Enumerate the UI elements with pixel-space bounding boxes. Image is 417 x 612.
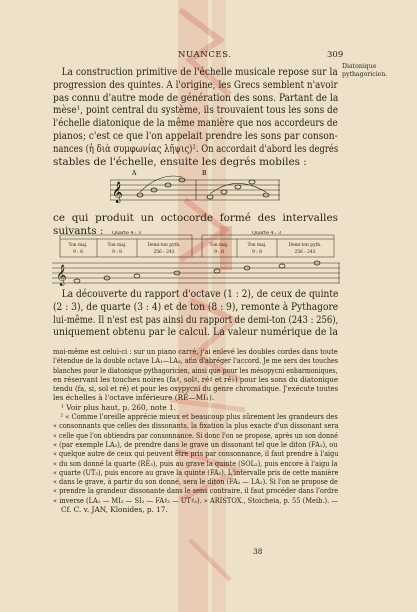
paragraph-line: nances (ἡ διὰ συμφωνίας λῆψις)². On accordait d'abord les degrés <box>53 142 339 155</box>
interval-ratio: 9 : 8 <box>214 250 224 255</box>
paragraph-line: (2 : 3), de quarte (3 : 4) et de ton (8 : 9), remonte à Pythagore <box>53 300 339 313</box>
octochord-diagram <box>52 231 340 291</box>
page-number: 309 <box>327 50 344 60</box>
margin-note-line: Diatonique <box>342 63 377 70</box>
paragraph-line: pas connu d'autre mode de génération des sons. Partant de la <box>53 91 339 104</box>
paragraph-line: progression des quintes. A l'origine, les Grecs semblent n'avoir <box>53 78 338 91</box>
interval-ratio: 9 : 8 <box>252 250 262 255</box>
label-b: B <box>202 170 207 177</box>
footnote-line: moi-même est celui-ci : sur un piano carré, j'ai enlevé les doubles cordes dans toute <box>53 347 338 356</box>
footnote-line: blanches pour le diatonique pythagoricien, ainsi que pour les mésopycni enharmoniques, <box>53 365 338 375</box>
interval-name: Ton maj. <box>209 243 229 248</box>
footnote-line: ² « Comme l'oreille apprécie mieux et beaucoup plus sûrement les grandeurs des <box>60 412 338 422</box>
footnote-line: « quelque autre de ceux qui peuvent être pris par consonnance, il faut prendre à l'aigu <box>53 449 339 459</box>
margin-note <box>342 63 404 78</box>
footnote-line: ¹ Voir plus haut, p. 260, note 1. <box>61 402 176 412</box>
interval-ratio: 256 : 243 <box>153 250 175 255</box>
interval-name: Demi-ton pyth. <box>288 243 322 248</box>
footnote-line: en réservant les touches noires (fa♯, sol♯, ré♯ et ré♭) pour les sons du diatonique <box>53 374 338 384</box>
interval-ratio: 9 : 8 <box>112 250 122 255</box>
footnote-line: tendu (fa, si, sol et ré) et pour les oxypycni du genre chromatique. J'exécute toutes <box>53 384 339 394</box>
paragraph-2: ce qui produit un octocorde formé des intervalles suivants : <box>53 212 338 237</box>
signature-mark: 38 <box>253 547 263 556</box>
footnote-line: « inverse (LA₂ — MI₃ — SI₂ — FA♯₃ — UT♯₃). » ARISTOX., Stoicheia, p. 55 (Meib.). — <box>53 495 339 505</box>
footnote-line: Cf. C. v. JAN, Klonides, p. 17. <box>61 505 168 515</box>
footnote-line: « celle que l'on obtiendra par consonnance. Si donc l'on se propose, après un son donné <box>53 430 338 440</box>
paragraph-line: La découverte du rapport d'octave (1 : 2), de ceux de quinte <box>61 288 339 300</box>
interval-name: Demi-ton pyth. <box>147 243 181 248</box>
interval-ratio: 256 : 243 <box>294 250 316 255</box>
svg-text:𝄞: 𝄞 <box>56 265 67 286</box>
paragraph-line: l'échelle diatonique de la même manière que nos accordeurs de <box>53 117 338 130</box>
quarte-right-label: Quarte 4 : 3 <box>252 231 282 236</box>
footnote-line: « consonnants que celles des dissonants, la fixation la plus exacte d'un dissonant sera <box>53 421 339 431</box>
interval-name: Ton maj. <box>247 243 267 248</box>
paragraph-1 <box>53 66 338 168</box>
footnote-line: « quarte (UT₃), puis encore au grave la quinte (FA₂). L'intervalle pris de cette manière <box>53 467 339 477</box>
footnote-line: « (par exemple LA₂), de prendre dans le grave un dissonant tel que le diton (FA₂), ou <box>53 439 338 449</box>
footnote-line: l'étendue de la double octave LA₁—LA₃, afin d'abréger l'accord. Je me sers des touches <box>53 356 339 366</box>
svg-text:𝄞: 𝄞 <box>112 182 123 203</box>
footnote-line: « dans le grave, à partir du son donné, sera le diton (FA₂ — LA₂). Si l'on se propose de <box>53 477 338 487</box>
paragraph-line: lui-même. Il n'est est pas ainsi du rapport de demi-ton (243 : 256), <box>53 313 339 326</box>
interval-ratio: 9 : 8 <box>73 250 83 255</box>
paragraph-line: mèse¹, point central du système, ils trouvaient tous les sons de <box>53 104 339 117</box>
running-header <box>0 50 417 64</box>
paragraph-line: uniquement obtenu par le calcul. La valeur numérique de la <box>53 326 338 339</box>
label-a: A <box>132 170 137 177</box>
footnotes <box>53 347 338 514</box>
paragraph-3 <box>53 288 338 339</box>
footnote-line: les échelles à l'octave inférieure (RÉ—MI₁). <box>53 393 215 403</box>
footnote-line: « prendre la grandeur dissonante dans le sens contraire, il faut procéder dans l'ordre <box>53 486 339 496</box>
interval-name: Ton maj. <box>68 243 88 248</box>
interval-name: Ton maj. <box>107 243 127 248</box>
music-example-staff <box>110 166 280 211</box>
margin-note-line: pythagoricien. <box>342 70 388 78</box>
running-title: NUANCES. <box>178 50 232 60</box>
paragraph-line: La construction primitive de l'échelle musicale repose sur la <box>61 66 338 78</box>
quarte-left-label: Quarte 4 : 3 <box>112 231 142 236</box>
paragraph-line: stables de l'échelle, ensuite les degrés mobiles : <box>53 155 307 168</box>
footnote-line: « du son donné la quarte (RÉ₃), puis au grave la quinte (SOL₂), puis encore à l'aigu la <box>53 458 338 468</box>
paragraph-line: pianos; c'est ce que l'on appelait prendre les sons par conson- <box>53 129 338 142</box>
